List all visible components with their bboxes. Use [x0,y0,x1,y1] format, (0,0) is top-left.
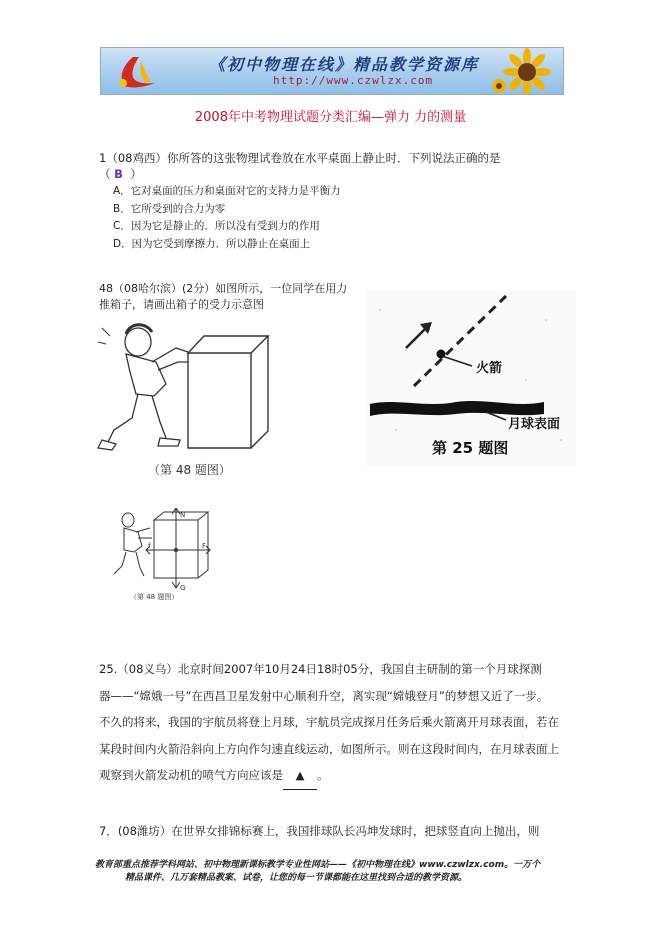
figure-48-forces [110,508,220,602]
q1-answer-open: （ [99,167,111,181]
q1-stem: 1（08鸡西）你所答的这张物理试卷放在水平桌面上静止时．下列说法正确的是 [99,151,501,165]
q1-answer-line [99,166,142,182]
force-label-F: F [202,542,207,550]
q1-choice-b: B．它所受到的合力为零 [113,203,226,215]
q1-answer: B [114,167,123,181]
force-label-f: f [148,542,151,550]
figure-25-caption: 第 25 题图 [432,439,509,457]
q25-blank-mark: ▲ [295,768,305,783]
banner-url[interactable]: http://www.czwlzx.com [273,74,434,87]
q1-choice-a: A．它对桌面的压力和桌面对它的支持力是平衡力 [113,185,341,197]
moon-surface-label: 月球表面 [508,417,561,432]
force-label-g: G [180,584,186,592]
q25-paragraph [99,656,559,790]
q25-line1: 25.（08义乌）北京时间2007年10月24日18时05分，我国自主研制的第一个月球探测 [99,662,542,676]
figure-48-small-caption: （第 48 题图） [130,593,179,601]
q25-line3: 不久的将来，我国的宇航员将登上月球，宇航员完成探月任务后乘火箭离开月球表面，若在 [99,715,559,730]
q48-line2: 推箱子，请画出箱子的受力示意图 [99,298,264,311]
q48-line1: 48（08哈尔滨）(2分）如图所示，一位同学在用力 [99,282,348,295]
q25-line2: 器——“嫦娥一号”在西昌卫星发射中心顺利升空，离实现“嫦娥登月”的梦想又近了一步。 [99,688,549,703]
footer-line1: 教育部重点推荐学科网站、初中物理新课标教学专业性网站——《初中物理在线》www.czwlzx.com。一万个 [95,860,541,870]
banner-title: 《初中物理在线》精品教学资源库 [209,55,480,74]
q25-line5-text: 观察到火箭发动机的喷气方向应该是 [99,768,283,783]
figure-48-pushing-box [96,318,276,488]
rocket-label: 火箭 [476,361,503,376]
force-label-n: N [180,511,186,519]
figure-48-caption: （第 48 题图） [148,463,231,477]
q25-answer-blank [283,762,317,790]
q25-line4: 某段时间内火箭沿斜向上方向作匀速直线运动，如图所示。则在这段时间内，在月球表面上 [99,741,559,756]
document-title: 2008年中考物理试题分类汇编—弹力 力的测量 [194,110,467,125]
footer-line2: 精品课件、几万套精品教案、试卷，让您的每一节课都能在这里找到合适的教学资源。 [125,873,468,883]
q1-choice-d: D．因为它受到摩擦力．所以静止在桌面上 [113,238,311,250]
q7-stem: 7．(08潍坊）在世界女排锦标赛上，我国排球队长冯坤发球时，把球竖直向上抛出，则 [99,824,540,838]
q25-line5 [99,762,539,790]
q1-choice-c: C．因为它是静止的．所以没有受到力的作用 [113,220,320,232]
q1-answer-close: ） [130,167,142,181]
site-banner [100,47,564,95]
figure-25-rocket [366,290,576,465]
site-logo [111,53,169,89]
q25-end: 。 [317,768,329,783]
sunflower-image [493,48,557,94]
